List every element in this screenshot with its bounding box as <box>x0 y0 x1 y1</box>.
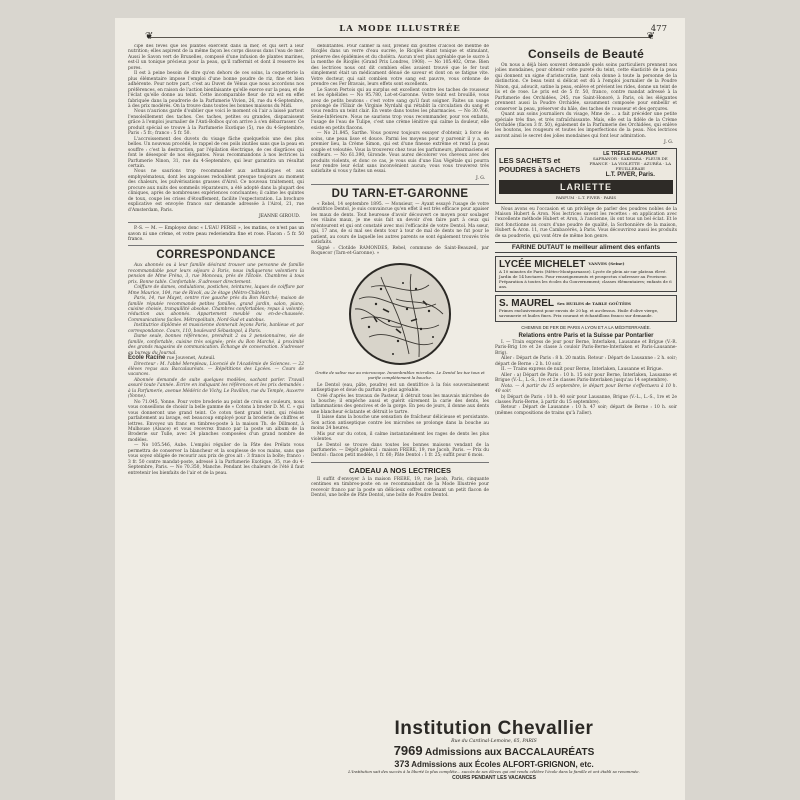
section-heading-correspondance: CORRESPONDANCE <box>156 249 276 262</box>
ecole-title: Ecole Racine <box>128 355 166 362</box>
author-signature: J. G. <box>476 175 485 181</box>
article-paragraph: Le Dentol se trouve dans toutes les bonnes maisons vendant de la parfumerie. — Dépôt général : maison FRERE, 19, rue Jacob, Paris. — Prix du Dentol : flacon petit modèle, 1 fr. 60; Pâte Dentol : 1 fr. 25; suffit pour 6 mois. <box>311 442 489 459</box>
article-paragraph: Mis pur sur du coton, il calme instantanément les rages de dents les plus violentes. <box>311 431 489 443</box>
advert-lariette-sub: PARFUM · L.T. PIVER · PARIS <box>555 194 617 200</box>
column-left <box>128 44 304 794</box>
section-heading-conseils: Conseils de Beauté <box>527 47 645 61</box>
column-right <box>495 44 677 714</box>
author-signature: JEANNE GIROUD. <box>258 214 300 220</box>
advert-chevallier-cours: COURS PENDANT LES VACANCES <box>452 774 536 781</box>
article-paragraph: Dame seule, bonnes références, prendrait 2 ou 3 pensionnaires, vie de famille, confortable, cuisine très soignée; près du Bon Marché, à proximité des grands magasins de communication. Échange de conversation. S'adresser au bureau du Journal. <box>128 334 304 356</box>
advert-maurel <box>495 295 677 322</box>
article-paragraph: Il est à peine besoin de dire qu'en dehors de ces soins, la coquetterie la plus élémentaire impose l'emploi d'une bonne poudre de riz, fine et bien adhérente. Pour notre part, c'est au Duvet de Vénus que nous accordons nos préférences, en raison de l'action bienfaisante qu'elle exerce sur la peau, et de l'éclat qu'elle donne au teint. Cette incomparable fleur de riz est en effet fabriquée dans la poudrerie de la Parfumerie Vivien, 26, rue du 4-Septembre, à des prix modérés. On la trouve dans toutes les bonnes maisons du Midi. <box>128 71 304 109</box>
article-paragraph: Paris, 14, rue Mayet, centre rive gauche près du Bon Marché; maison de famille réputée recommande petites familles, grand jardin, salon, piano, cuisine choisie, tranquillité absolue. Chambres confortables; repas à volonté; réduction aux abonnés. Appartement meublé ou en-de-chaussée. Communications faciles. Métropolitain, Nord-Sud et autobus. <box>128 296 304 323</box>
article-paragraph: débilitantes. Pour calmer la soif, prenez dix gouttes d'alcool de menthe de Ricqlès dans un verre d'eau sucrée, le Ricqlès étant tonique et stimulant, préserve des épidémies et du choléra. Aucun n'est plus agréable que le sucre à la menthe de Ricqlès (Grand Prix Londres, 1908). — No 105.402, Orne. Bien des lectrices nous ont dit combien elles avaient trouvé que le fer tout simplement était un médicament dénué de saveur et dont on se fatigue vite. Votre docteur, qui sait combien votre sang est pauvre, vous ordonne de prendre ces Fer Bravais, leurs effets sont excellents. <box>311 44 489 88</box>
article-paragraph: Signé : Clotilde RAMONDES, Rebel, commune de Saint-Beauzeil, par Roquecor (Tarn-et-Garonne). » <box>311 245 489 256</box>
train-details: Aller : Départ de Paris : 8 h. 20 matin. Retour : Départ de Lausanne : 2 h. soir; départ de Berne : 2 h. 10 soir. <box>495 356 677 367</box>
section-heading-cadeau: CADEAU A NOS LECTRICES <box>349 465 451 475</box>
advert-piver <box>495 148 677 203</box>
article-paragraph: L'accroissement des duvets du visage fâche quelquefois une des plus belles. Un nouveau procédé, le rappel de ces poils inutiles sans que la peau en souffre : c'est la destruction, par l'épilation électrique, de ces disgrâces qui font le désespoir de nos élégantes. Nous recommandons à nos lectrices la Parfumerie Ninon, 31, rue du 4-Septembre, qui leur garantira un résultat certain. <box>128 136 304 169</box>
advert-admissions-count: 7969 <box>393 743 423 758</box>
advert-piver-brand: L.T. PIVER, Paris. <box>605 171 655 178</box>
advert-farine: FARINE DUTAUT le meilleur aliment des enfants <box>495 242 677 253</box>
advert-lariette-banner: LARIETTE <box>499 180 673 194</box>
article-paragraph: Nous avons eu l'occasion et un privilège de parler des poudres nobles de la Maison Hubert & Aron. Nos lectrices savent les recettes : en application avec l'excellente méthode Hubert et Aron, à l'ancienne, ils ont tous un bel éclat. Et le mot fonctionne au cours d'une poudre de qualité, la Sorbonnière de la maison, Hubert & Aron. 11, rue Cambacérès, à Paris. Vous découvrirez aussi les produits de sa poudrerie, qui vont être de même bon genre. <box>495 206 677 239</box>
article-paragraph: Le Savon Pertois qui au surplus est excellent contre les taches de rousseur et les éphélides — No 95.780, Lot-et-Garonne. Votre teint est brouillé, vous avez de petits boutons : c'est votre sang qu'il faut soigner. Faites un usage prolongé de l'Élixir de Virginie Nyrdahl qui rétablit la circulation du sang et vous rendra un teint clair. En vente dans toutes les pharmacies. — No 30.766, Seine-Inférieure. Nous ne saurions trop vous recommander, pour vos enfants, l'usage de l'eau de Tulipe, c'est une crème lénitive qui calme la douleur, elle existe en petits flacons. <box>311 87 489 131</box>
notice-paragraph: P.-S. — M. — Employez donc « L'EAU PERSE », les matins, ce n'est pas un savon ni une crème, et votre peau redeviendra fine et rose. Flacon : 5 fr. 50 franco. <box>128 226 304 242</box>
article-paragraph: — No 21.845, Sarthe. Vous pouvez toujours essayer d'obtenir, à force de soins, une peau lisse et douce. Parmi les moyens pour y parvenir il y a, en premier lieu, la Crème Simon, qui est d'une finesse extrême et rend la peau souple et veloutée. Vous la trouverez chez tous les parfumeurs, pharmaciens et coiffeurs. — No 61.390, Gironde. Vous aurez décolorer vos cheveux avec des produits violents, et donc ce cas, je vous suis d'une Eau Végétale qui pourra leur rendre leur éclat sans inconvénient aucun; vous vous trouverez très satisfaite si vous y faites un essai. <box>311 131 489 175</box>
column-middle <box>311 44 489 714</box>
advert-chevallier-title: Institution Chevallier <box>394 718 594 739</box>
train-heading: I. — Train express de jour pour Berne, Interlaken, Lausanne et Brigue (V.-R. Paris-Brig 1re et 2e classe à couloir Paris-Berne-Interlaken et Paris-Lausanne-Brig). <box>495 340 677 356</box>
newspaper-page <box>115 18 685 800</box>
railway-title: CHEMINS DE FER DE PARIS A LYON ET A LA MÉDITERRANÉE. <box>521 325 651 331</box>
article-paragraph: Nous n'aurions garde d'oublier que voici le moment où l'air a laissé partout l'ensoleillement des taches. Ces taches, petites ou grandes, disparaissent grâce à l'emploi journalier de l'Anti-Bolbos qu'on arrive à s'en débarrasser. Ce produit spécial se trouve à la Parfumerie Exotique (5), rue du 4-Septembre, Paris : 5 fr.; franco : 5 fr. 50. <box>128 109 304 137</box>
article-paragraph: No 71.045, Yonne. Pour votre broderie au point de croix en couleurs, nous vous conseillons de choisir la belle gamme de « Cotons à broder D. M. C. » qui vous donneront une grand teint. Ce coton tient grand teint, qui résiste parfaitement au lavage, est beaucoup employé pour la broderie de chiffres et lettres. Envoyez un franc en timbres-poste à la maison Th. de Dillmont, à Mulhouse (Alsace) et vous recevrez franco par la poste un album de la Broderie sur Tulle, avec 24 planches composées d'un grand nombre de modèles. <box>128 399 304 443</box>
header-rule <box>149 37 651 38</box>
section-heading-tarn: DU TARN-ET-GARONNE <box>331 187 469 200</box>
article-paragraph: Institutrice diplômée et musicienne donnerait leçons Paris, banlieue et par correspondance. Cours, 110, boulevard Sébastopol, à Paris. <box>128 323 304 334</box>
page-header <box>115 24 685 42</box>
advert-lycee-title: LYCÉE MICHELET <box>499 259 586 271</box>
advert-lycee-text: A 10 minutes de Paris (Métro-Montparnasse). Lycée de plein air sur plateau élevé. Jardin de 14 hectares. Pour renseignements et prospectus s'adresser au Proviseur. Préparation à toutes les écoles du Gouvernement; classes élémentaires; enfants de 6 ans. <box>499 269 672 289</box>
page-number: 477 <box>650 24 667 34</box>
train-details: b) Départ de Paris : 10 h. 40 soir pour Lausanne, Brigue (V.-L., L.-S., 1re et 2e classes Paris-Berne, à partir du 15 septembre). <box>495 394 677 406</box>
advert-trefle-title: LE TRÈFLE INCARNAT <box>603 151 658 158</box>
advert-chevallier-address: Rue du Cardinal-Lemoine, 65, PARIS <box>451 739 537 744</box>
page-title: LA MODE ILLUSTRÉE <box>339 24 461 34</box>
advert-sachets-title: LES SACHETS et POUDRES à SACHETS <box>499 155 581 174</box>
article-paragraph: Directeur : M. l'abbé Merepleau, Licencié de l'Académie de Sciences. — 22 élèves reçus aux Baccalauréats. — Répétitions des Lycées. — Cours de vacances. <box>128 361 304 378</box>
advert-lycee <box>495 256 677 292</box>
article-paragraph: Il laisse dans la bouche une sensation de fraîcheur délicieuse et persistante. Son action antiseptique contre les microbes se prolonge dans la bouche au moins 24 heures. <box>311 415 489 432</box>
article-paragraph: Abonnée demande de suite quelques modèles, sachant parler. Travail assuré toute l'année. Écrire en indiquant les références et les prix demandés : à la Parfumerie, avenue Médéric de Vichy, Le Pavillon, rue du Temple, Auxerre (Yonne). <box>128 377 304 400</box>
ecole-address: rue Jouvenet, Auteuil. <box>166 356 216 362</box>
article-paragraph: Coiffure de dames, ondulations, postiches, teintures, laques de coiffure par Mme Maurice, 104, rue de Rivoli, au 2e étage (Mètro-Châtelet). <box>128 285 304 296</box>
advert-ecoles-count: 373 <box>394 759 410 769</box>
article-paragraph: cipe des fèves que les plantes exercent dans la mer, et qui sert à leur nutrition; elles aspirent de la même façon les corps dissous dans l'eau de mer. Aussi le Savon vert de Bruxelles, composé d'une infusion de plantes marines, est-il un tonique précieux pour la peau, qu'il raffermit et dont il resserre les pores. <box>128 44 304 71</box>
advert-maurel-sub: Ses HUILES de TABLE GOÛTÉES <box>557 300 631 306</box>
train-note: Nota. — À partir du 15 septembre, le départ pour Berne s'effectuera à 10 h. 40 soir. <box>495 383 677 395</box>
train-heading: II. — Trains express de nuit pour Berne, Interlaken, Lausanne et Brigue. <box>501 367 663 373</box>
relations-title: Relations entre Paris et la Suisse par Pontarlier <box>518 333 654 340</box>
divider <box>128 245 304 246</box>
article-paragraph: Il suffit d'envoyer à la maison FRERE, 19, rue Jacob, Paris, cinquante centimes en timbres-poste en se recommandant de la Mode Illustrée pour recevoir franco par la poste un délicieux coffret contenant un petit flacon de Dentol, une boîte de Pâte Dentol, une boîte de Poudre Dentol. <box>311 476 489 499</box>
advert-lycee-place: VANVES (Seine) <box>588 261 625 267</box>
train-details: Aller : a) Départ de Paris : 10 h. 15 soir pour Berne, Interlaken, Lausanne et Brigue (V.-L., L.-S., 1re et 2e classes Paris-Interlaken jusqu'au 14 septembre). <box>495 372 677 384</box>
article-paragraph: Le Dentol (eau, pâte, poudre) est un dentifrice à la fois souverainement antiseptique et doué du parfum le plus agréable. <box>311 382 489 394</box>
article-paragraph: Nous ne saurions trop recommander aux asthmatiques et aux emphysémateux, dont les angoisses redoublent presque toujours au moment des chaleurs, les pulvérisations grasses d'Airol. Ce nouveau traitement, qui procure aux nuits des sommeils réparateurs, a été adopté dans la plupart des cliniques, après de nombreuses expériences concluantes; il calme les quintes de toux, coupe les crises d'étouffement, facilite l'expectoration. La brochure explicative est envoyée franco sur demande adressée à l'Airol, 21, rue d'Amsterdam, Paris. <box>128 169 304 213</box>
illustration-caption: Grotte de salive vue au microscope. Innombrables microbes. Le Dentol les tue tous et purifie complètement la bouche. <box>315 370 485 380</box>
advert-trefle-sub: SAFRANOR · SAKHARA · FLEUR DE FRANCE · LA VIOLETTE · AZURÉA · LA FEUILLERAIE <box>589 156 671 171</box>
author-signature: J. G. <box>664 140 673 146</box>
article-paragraph: Aux abonnés ou à leur famille désirant trouver une personne de famille recommandable pour leurs séjours à Paris, nous indiquerons volontiers la pension de Mme Fréna, 3, rue Monceau, près de l'Étoile. Chambres à tous prix. Bonne table. Confortable. S'adresser directement. <box>128 263 304 285</box>
article-paragraph: — No 105.546, Aube. L'emploi régulier de la Pâte des Prélats vous permettra de conserver la blancheur et la souplesse de vos mains, sans que vous soyez obligée de recourir aux prix de gros ait : 3 francs la boîte; franco : 3 fr. 50 contre mandat-poste, adressé à la Parfumerie Exotique, 35, rue du 4-Septembre, Paris. — No 70.350, Manche. Pendant les chaleurs de l'été il faut entretenir les bienfaits de l'air et de la peau. <box>128 443 304 476</box>
ornament-right-icon: ❦ <box>646 31 655 42</box>
advert-maurel-title: S. MAUREL <box>499 298 554 310</box>
microscope-illustration <box>341 259 459 369</box>
divider <box>311 462 489 463</box>
article-paragraph: Quant aux soins journaliers du visage, Mme de ... a fait précéder une petite spéciale très fine, et très rafraîchissante. Mais, elle est la fidèle de la Crème Orchidée (flacon 3 fr. 50), également de la Parfumerie des Orchidées, qui enlève les boutons, les rougeurs et toutes les imperfections de la peau. Nos lectrices auront ainsi le secret des jolies mondaines qui font leur admiration. <box>495 112 677 139</box>
advert-ecoles-text: Admissions aux Écoles ALFORT-GRIGNON, etc. <box>411 760 594 769</box>
advert-admissions-text: Admissions aux BACCALAURÉATS <box>425 747 595 758</box>
article-paragraph: Créé d'après les travaux de Pasteur, il détruit tous les mauvais microbes de la bouche; il empêche aussi et guérit sûrement la carie des dents, les inflammations des gencives et de la gorge. En peu de jours, il donne aux dents une blancheur éclatante et détruit le tartre. <box>311 393 489 415</box>
article-paragraph: On nous a déjà bien souvent demandé quels soins particuliers prennent nos jolies mondaines, pour obtenir cette pureté du teint, cette élasticité de la peau qui donnent un signe d'aristocratie, tant cela donne à toute la personne de la distinction. Ce beau teint si délicat est dû à l'emploi journalier de la Poudre Ninon, qui, adoucit, satine la peau, enlève et prévient les rides, donne un teint de lis et de rose. Le prix est de 5 fr. 50, franco, contre mandat adressé à la Parfumerie des Orchidées, 245, rue Saint-Honoré, à Paris, où les élégantes prennent aussi la Poudre Orchidée, savamment composée pour embellir et conserver la peau, préserver du hâle, des taches de rousseur et des gerçures. <box>495 63 677 112</box>
divider <box>128 222 304 223</box>
train-details: Retour : Départ de Lausanne : 10 h. 47 soir; départ de Berne : 10 h. soir (mêmes compositions de trains qu'à l'aller). <box>495 405 677 416</box>
advert-maurel-text: Primes exclusivement pour envois de 20 kg. et au-dessus. Huile d'olive vierge, savonnerie et huiles fines. Prix courant et échantillons franco sur demande. <box>499 308 659 319</box>
divider <box>311 184 489 185</box>
ornament-left-icon: ❦ <box>145 31 154 42</box>
article-paragraph: « Rebel, 14 septembre 1895. — Monsieur, — Ayant essayé l'usage de votre dentifrice Dentol, je suis convaincue qu'en effet il est très efficace pour apaiser les maux de dents. Tout heureuse d'avoir découvert ce moyen pour soulager ces vilains maux, je me suis fait un devoir d'en faire part à ceux qui m'entourent et qui ont constaté avec moi l'efficacité de votre Dentol. Ma sœur, qui, 17 ans, de si mal ses dents tour à tour de mal de dents ne fut pour le patient, au cours de laquelle les autres parents se sont également trouvés très satisfaits. <box>311 201 489 246</box>
advert-institution-chevallier <box>311 718 677 794</box>
advert-chevallier-note: L'Institution sait des succès à la liberté la plus complète... succès de ses élèves qui ont rendu célèbre l'école dans la famille et ont établi sa renommée. <box>348 769 640 774</box>
